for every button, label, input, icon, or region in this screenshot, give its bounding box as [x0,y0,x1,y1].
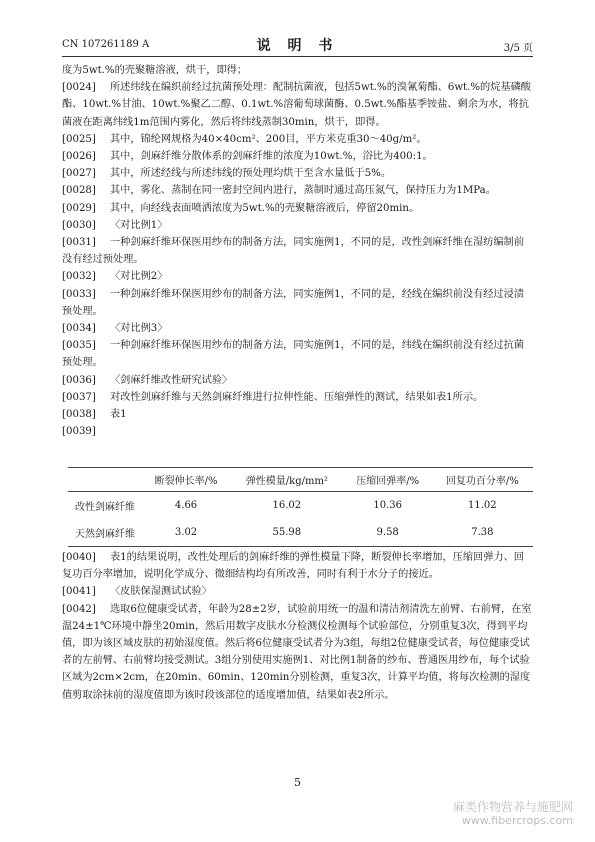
paragraph-number: [0028] [62,185,96,197]
paragraph-text: 其中，所述经线与所述纬线的预处理均烘干至含水量低于5%。 [110,168,392,180]
paragraph [62,165,533,182]
paragraph-number: [0039] [62,426,96,438]
paragraph [62,320,533,337]
paragraph [62,286,533,320]
table-row [68,492,533,520]
paragraph-number: [0037] [62,391,96,403]
paragraph-number: [0035] [62,340,96,352]
paragraph-text: 对改性剑麻纤维与天然剑麻纤维进行拉伸性能、压缩弹性的测试，结果如表1所示。 [110,391,484,403]
paragraph [62,200,533,217]
paragraph [62,182,533,199]
table-cell: 16.02 [272,500,302,511]
paragraph-number: [0030] [62,219,96,231]
table-1 [68,467,533,547]
paragraph [62,131,533,148]
paragraph-text: 所述纬线在编织前经过抗菌预处理：配制抗菌液，包括5wt.%的溴氰菊酯、6wt.%的烷基磷酸酯、10wt.%甘油、10wt.%聚乙二醇、0.1wt.%溶葡萄球菌酶、0.5wt.%酯基季铵盐、剩余为水，将抗菌液在距离纬线1m范围内雾化，然后将纬线蒸制30min，烘干，即得。 [62,82,531,128]
table-header-row [68,468,533,492]
paragraph-text: 〈对比例2〉 [110,271,168,283]
paragraph-text: 〈皮肤保湿测试试验〉 [110,586,212,598]
paragraph [62,549,533,583]
paragraph-number: [0032] [62,271,96,283]
paragraph [62,148,533,165]
table-header-cell: 回复功百分率/% [432,468,533,492]
paragraph [62,389,533,406]
watermark-url: www.fibercrops.com [461,814,573,827]
page-number: 5 [294,776,301,789]
table-cell: 7.38 [432,519,533,547]
paragraph-number: [0042] [62,603,96,615]
watermark [453,800,573,828]
paragraph [62,601,533,704]
paragraph-text: 〈剑麻纤维改性研究试验〉 [110,374,233,386]
table-row [68,519,533,547]
table-cell: 9.58 [344,519,432,547]
paragraph-number: [0038] [62,409,96,421]
paragraph-number: [0026] [62,151,96,163]
paragraph [62,583,533,600]
paragraph-text: 一种剑麻纤维环保医用纱布的制备方法，同实施例1，不同的是，改性剑麻纤维在湿纺编制前没有经过预处理。 [62,237,524,266]
paragraph-number: [0034] [62,323,96,335]
paragraph [62,79,533,131]
paragraph-text: 其中，锦纶网规格为40×40cm²、200目，平方米克重30～40g/m²。 [110,133,427,145]
table-header-cell: 弹性模量/kg/mm² [230,468,344,492]
watermark-line: 麻类作物营养与施肥网 [452,800,573,814]
table-cell: 3.02 [142,519,230,547]
paragraph-text: 选取6位健康受试者，年龄为28±2岁，试验前用统一的温和清洁剂清洗左前臂、右前臂，在室温24±1℃环境中静坐20min，然后用数字皮肤水分检测仪检测每个试验部位，分别重复3次，得到平均值，即为该区域皮肤的初始湿度值。然后将6位健康受试者分为3组，每组2位健康受试者，每位健康受试者的左前臂、右前臂均接受测试。3组分别使用实施例1、对比例1制备的纱布、普通医用纱布，每个试验区域为2cm×2cm，在20min、60min、120min分别检测，重复3次，计算平均值，将每次检测的湿度值剪取涂抹前的湿度值即为该时段该部位的适度增加值，结果如表2所示。 [62,603,532,701]
table-cell: 11.02 [468,500,497,511]
paragraph-text: 〈对比例3〉 [110,323,168,335]
table-cell: 天然剑麻纤维 [68,519,142,547]
paragraph-text: 表1的结果说明，改性处理后的剑麻纤维的弹性模量下降，断裂伸长率增加，压缩回弹力、回复功百分率增加，说明化学成分、微细结构均有所改善，同时有利于水分子的接近。 [62,552,524,581]
document-title: 说 明 书 [256,38,339,54]
paragraph-number: [0033] [62,288,96,300]
document-body-continued [62,549,533,704]
paragraph [62,423,533,440]
paragraph-text: 其中，剑麻纤维分散体系的剑麻纤维的浓度为10wt.%，浴比为400:1。 [110,151,433,163]
paragraph-number: [0031] [62,237,96,249]
paragraph-text: 其中，雾化、蒸制在同一密封空间内进行，蒸制时通过高压氮气，保持压力为1MPa。 [110,185,496,197]
paragraph [62,268,533,285]
paragraph-number: [0024] [62,82,96,94]
paragraph-number: [0029] [62,202,96,214]
paragraph [62,62,533,79]
table-header-cell [68,468,142,492]
table-cell: 55.98 [230,519,344,547]
table-cell: 10.36 [373,500,402,511]
table-header-cell: 压缩回弹率/% [344,468,432,492]
page-indicator: 3/5 页 [503,43,533,54]
paragraph-number: [0040] [62,552,96,563]
paragraph-number: [0041] [62,586,96,598]
paragraph [62,234,533,268]
paragraph-text: 度为5wt.%的壳聚糖溶液，烘干，即得； [62,65,248,76]
paragraph-text: 一种剑麻纤维环保医用纱布的制备方法，同实施例1，不同的是，纬线在编织前没有经过抗菌预处理。 [62,340,524,369]
paragraph [62,372,533,389]
paragraph [62,217,533,234]
table-cell: 改性剑麻纤维 [75,502,135,513]
document-number: CN 107261189 A [62,39,150,50]
paragraph-number: [0027] [62,168,96,180]
paragraph-text: 表1 [110,409,127,421]
paragraph [62,406,533,423]
paragraph-text: 一种剑麻纤维环保医用纱布的制备方法，同实施例1，不同的是，经线在编织前没有经过浸渍预处理。 [62,288,524,317]
paragraph-text: 〈对比例1〉 [110,219,168,231]
paragraph-number: [0036] [62,374,96,386]
document-body [62,62,533,440]
paragraph-text: 其中，向经线表面喷洒浓度为5wt.%的壳聚糖溶液后，停留20min。 [110,202,420,214]
page-header [62,34,533,57]
table-header-cell: 断裂伸长率/% [142,468,230,492]
table-cell: 4.66 [174,500,198,511]
paragraph [62,337,533,371]
paragraph-number: [0025] [62,133,96,145]
